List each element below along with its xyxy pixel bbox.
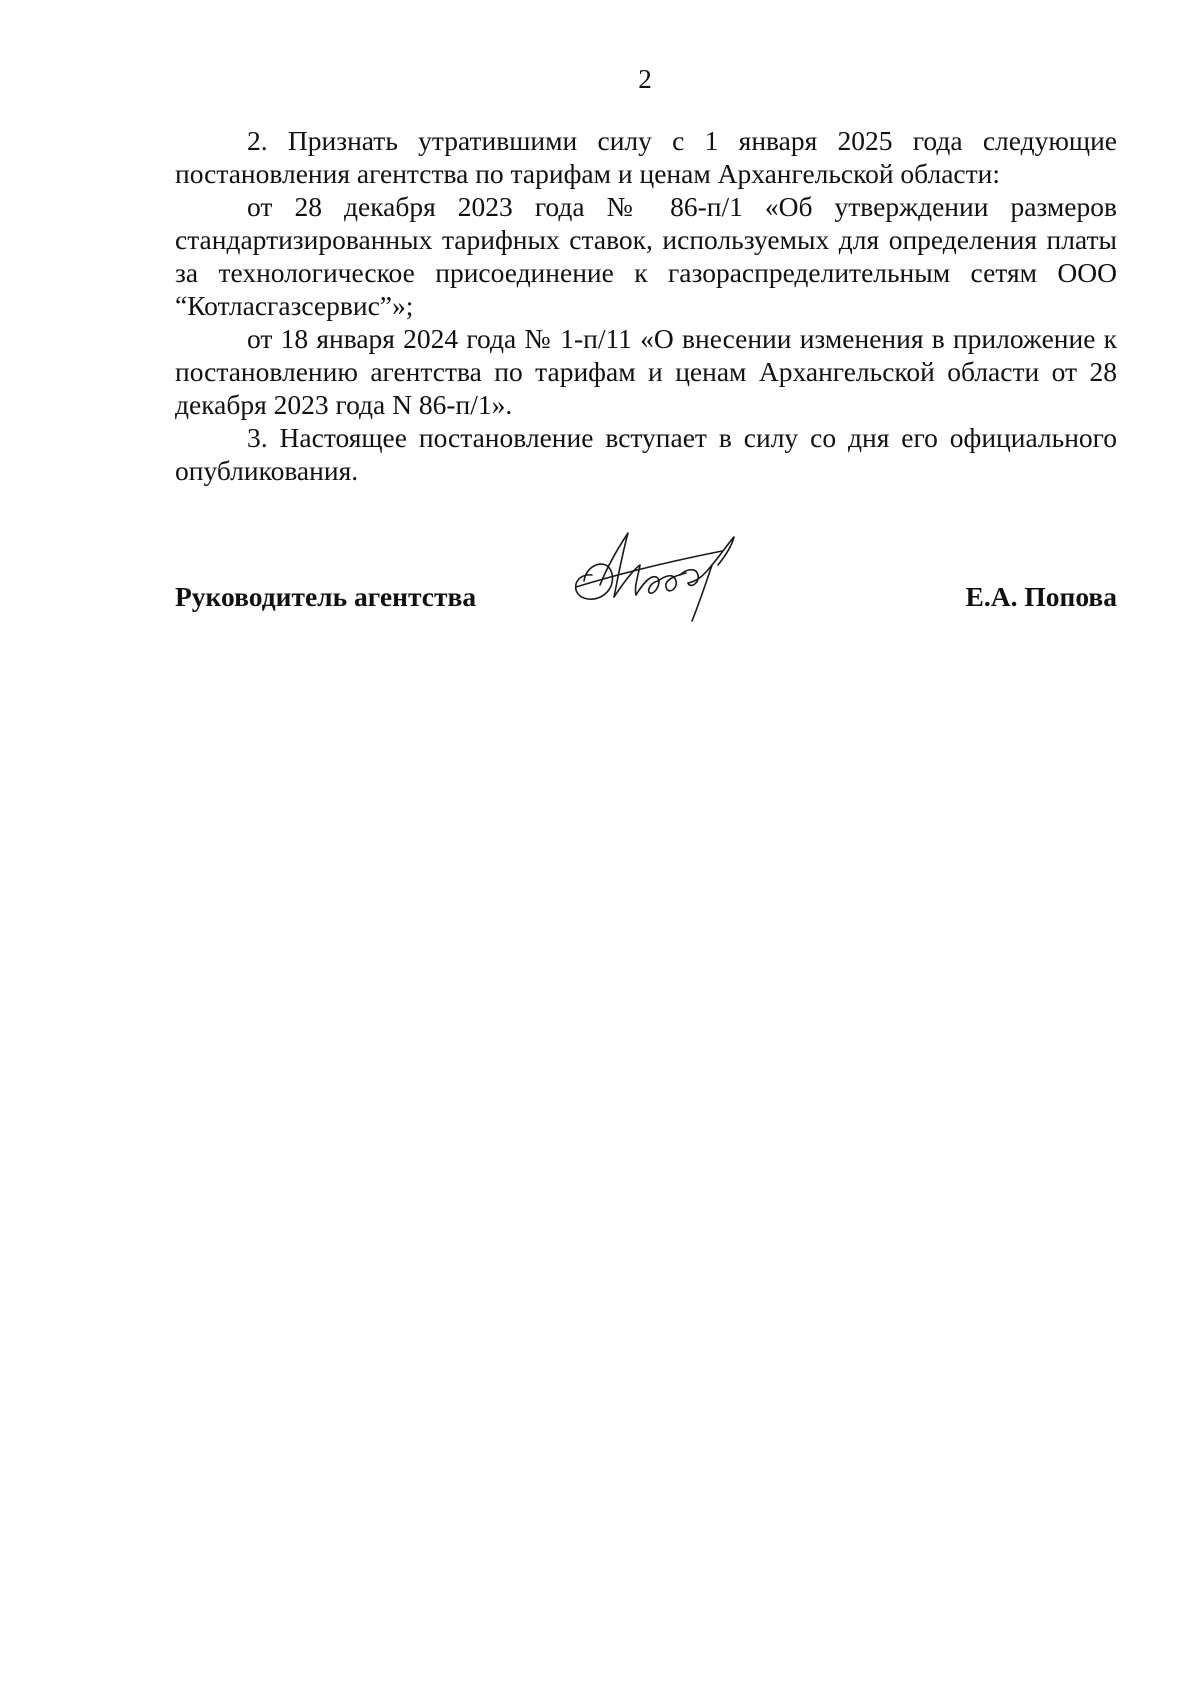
paragraph-decision-86: от 28 декабря 2023 года № 86-п/1 «Об утверждении размеров стандартизированных тарифных ставок, используемых для определения платы за технологическое присоединение к газораспределительным сетям ООО “Котласгазсервис”»;	[175, 191, 1117, 321]
page-number: 2	[638, 64, 652, 94]
signatory-name: Е.А. Попова	[965, 581, 1117, 612]
signatory-position: Руководитель агентства	[175, 581, 477, 612]
document-body	[175, 124, 1117, 487]
paragraph-item-2: 2. Признать утратившими силу с 1 января 2025 года следующие постановления агентства по тарифам и ценам Архангельской области:	[175, 125, 1117, 189]
paragraph-item-3: 3. Настоящее постановление вступает в силу со дня его официального опубликования.	[175, 422, 1117, 486]
paragraph-decision-1: от 18 января 2024 года № 1-п/11 «О внесении изменения в приложение к постановлению агентства по тарифам и ценам Архангельской области от 28 декабря 2023 года N 86-п/1».	[175, 323, 1117, 420]
handwritten-signature	[562, 525, 752, 625]
